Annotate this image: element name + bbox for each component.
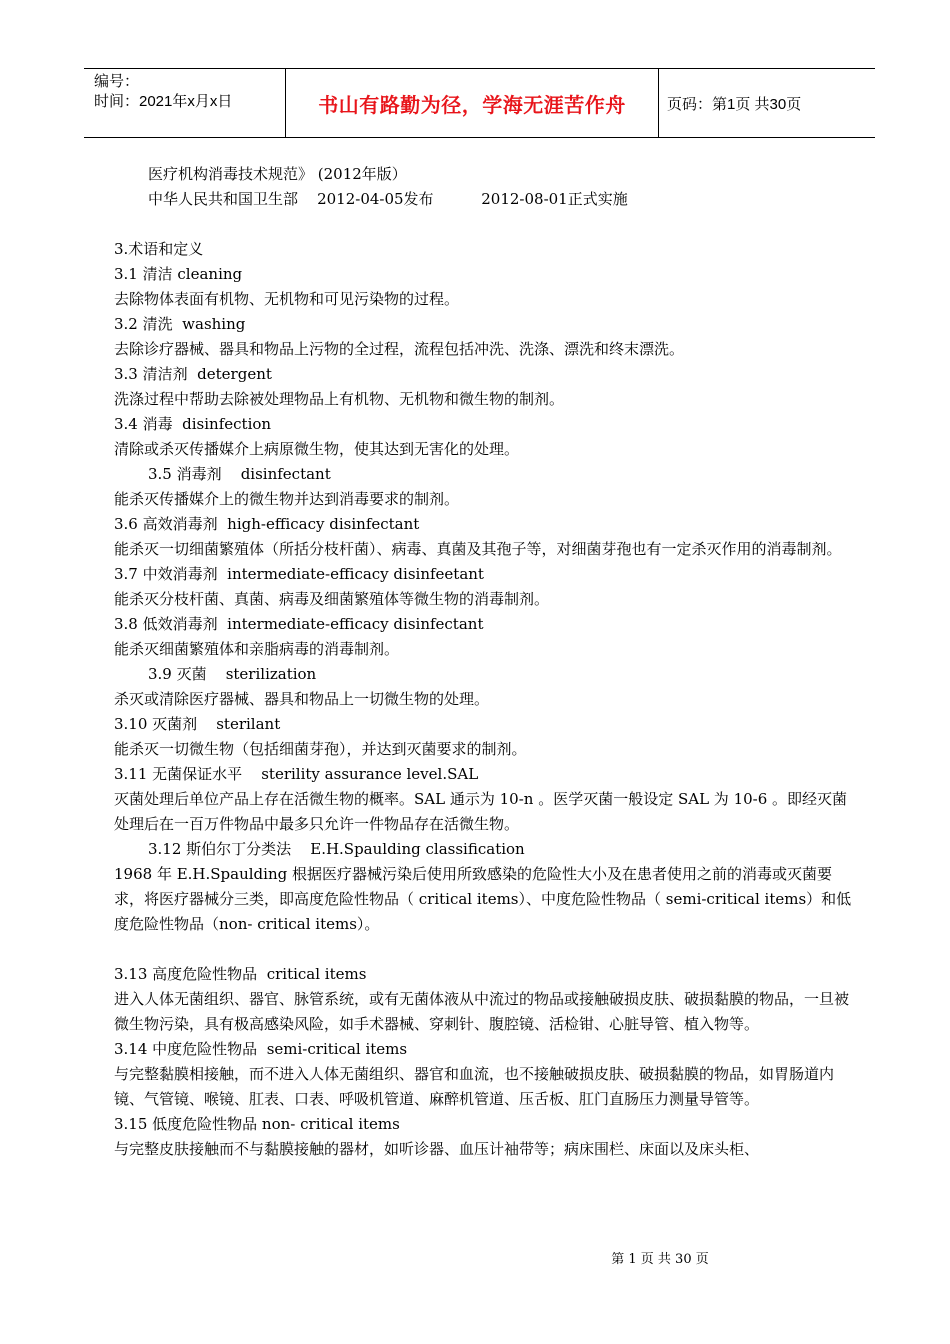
paragraph: 3.6 高效消毒剂 high-efficacy disinfectant	[114, 515, 420, 533]
paragraph: 1968 年 E.H.Spaulding 根据医疗器械污染后使用所致感染的危险性大小及在患者使用之前的消毒或灭菌要求，将医疗器械分三类，即高度危险性物品（ critical items）、中度危险性物品（ semi-critical items）和低度危险性物品（non- critical items）。	[114, 865, 852, 933]
page-footer	[0, 1248, 950, 1267]
paragraph: 清除或杀灭传播媒介上病原微生物，使其达到无害化的处理。	[114, 440, 520, 458]
paragraph: 3.12 斯伯尔丁分类法 E.H.Spaulding classification	[148, 840, 525, 858]
paragraph: 3.4 消毒 disinfection	[114, 415, 272, 433]
paragraph: 进入人体无菌组织、器官、脉管系统，或有无菌体液从中流过的物品或接触破损皮肤、破损黏膜的物品，一旦被微生物污染，具有极高感染风险，如手术器械、穿刺针、腹腔镜、活检钳、心脏导管、植入物等。	[114, 990, 850, 1033]
header-meta	[84, 69, 286, 137]
blank-line	[114, 937, 854, 962]
spacer	[114, 212, 854, 237]
paragraph: 去除诊疗器械、器具和物品上污物的全过程，流程包括冲洗、洗涤、漂洗和终末漂洗。	[114, 340, 685, 358]
paragraph: 能杀灭传播媒介上的微生物并达到消毒要求的制剂。	[114, 490, 460, 508]
paragraph: 能杀灭一切微生物（包括细菌芽孢），并达到灭菌要求的制剂。	[114, 740, 527, 758]
doc-date-label: 时间：2021年x月x日	[94, 93, 233, 110]
paragraph: 3.5 消毒剂 disinfectant	[148, 465, 331, 483]
paragraph: 3.14 中度危险性物品 semi-critical items	[114, 1040, 408, 1058]
paragraph: 能杀灭分枝杆菌、真菌、病毒及细菌繁殖体等微生物的消毒制剂。	[114, 590, 550, 608]
page-header	[84, 68, 875, 138]
doc-title-line: 医疗机构消毒技术规范》 (2012年版）	[148, 165, 407, 183]
paragraph: 3.9 灭菌 sterilization	[148, 665, 317, 683]
paragraph: 3.7 中效消毒剂 intermediate-efficacy disinfeetant	[114, 565, 484, 583]
paragraph: 杀灭或清除医疗器械、器具和物品上一切微生物的处理。	[114, 690, 490, 708]
footer-page-number: 第 1 页 共 30 页	[611, 1252, 709, 1267]
paragraph: 灭菌处理后单位产品上存在活微生物的概率。SAL 通示为 10-n 。医学灭菌一般设定 SAL 为 10-6 。即经灭菌处理后在一百万件物品中最多只允许一件物品存在活微生物。	[114, 790, 848, 833]
doc-number-label: 编号：	[94, 73, 140, 90]
paragraph: 能杀灭细菌繁殖体和亲脂病毒的消毒制剂。	[114, 640, 400, 658]
paragraph: 3.13 高度危险性物品 critical items	[114, 965, 367, 983]
doc-publish-line: 中华人民共和国卫生部 2012-04-05发布 2012-08-01正式实施	[148, 190, 628, 208]
paragraph: 与完整黏膜相接触，而不进入人体无菌组织、器官和血流，也不接触破损皮肤、破损黏膜的物品，如胃肠道内镜、气管镜、喉镜、肛表、口表、呼吸机管道、麻醉机管道、压舌板、肛门直肠压力测量导管等。	[114, 1065, 835, 1108]
paragraph: 3.1 清洁 cleaning	[114, 265, 243, 283]
header-motto: 书山有路勤为径，学海无涯苦作舟	[318, 92, 626, 117]
header-motto-cell	[286, 69, 659, 137]
paragraph: 3.8 低效消毒剂 intermediate-efficacy disinfectant	[114, 615, 484, 633]
paragraph: 3.2 清洗 washing	[114, 315, 246, 333]
paragraph: 3.11 无菌保证水平 sterility assurance level.SAL	[114, 765, 479, 783]
paragraph: 3.术语和定义	[114, 240, 204, 258]
paragraph: 去除物体表面有机物、无机物和可见污染物的过程。	[114, 290, 460, 308]
paragraph: 3.15 低度危险性物品 non- critical items	[114, 1115, 400, 1133]
paragraph: 3.3 清洁剂 detergent	[114, 365, 272, 383]
header-page-label: 页码：第1页 共30页	[667, 95, 802, 113]
paragraph: 能杀灭一切细菌繁殖体（所括分枝杆菌）、病毒、真菌及其孢子等，对细菌芽孢也有一定杀灭作用的消毒制剂。	[114, 540, 842, 558]
paragraph: 洗涤过程中帮助去除被处理物品上有机物、无机物和微生物的制剂。	[114, 390, 565, 408]
header-page-cell	[659, 69, 875, 137]
paragraph: 与完整皮肤接触而不与黏膜接触的器材，如听诊器、血压计袖带等；病床围栏、床面以及床头柜、	[114, 1140, 760, 1158]
terms-list	[114, 237, 854, 1162]
paragraph: 3.10 灭菌剂 sterilant	[114, 715, 281, 733]
document-body	[114, 162, 854, 1162]
